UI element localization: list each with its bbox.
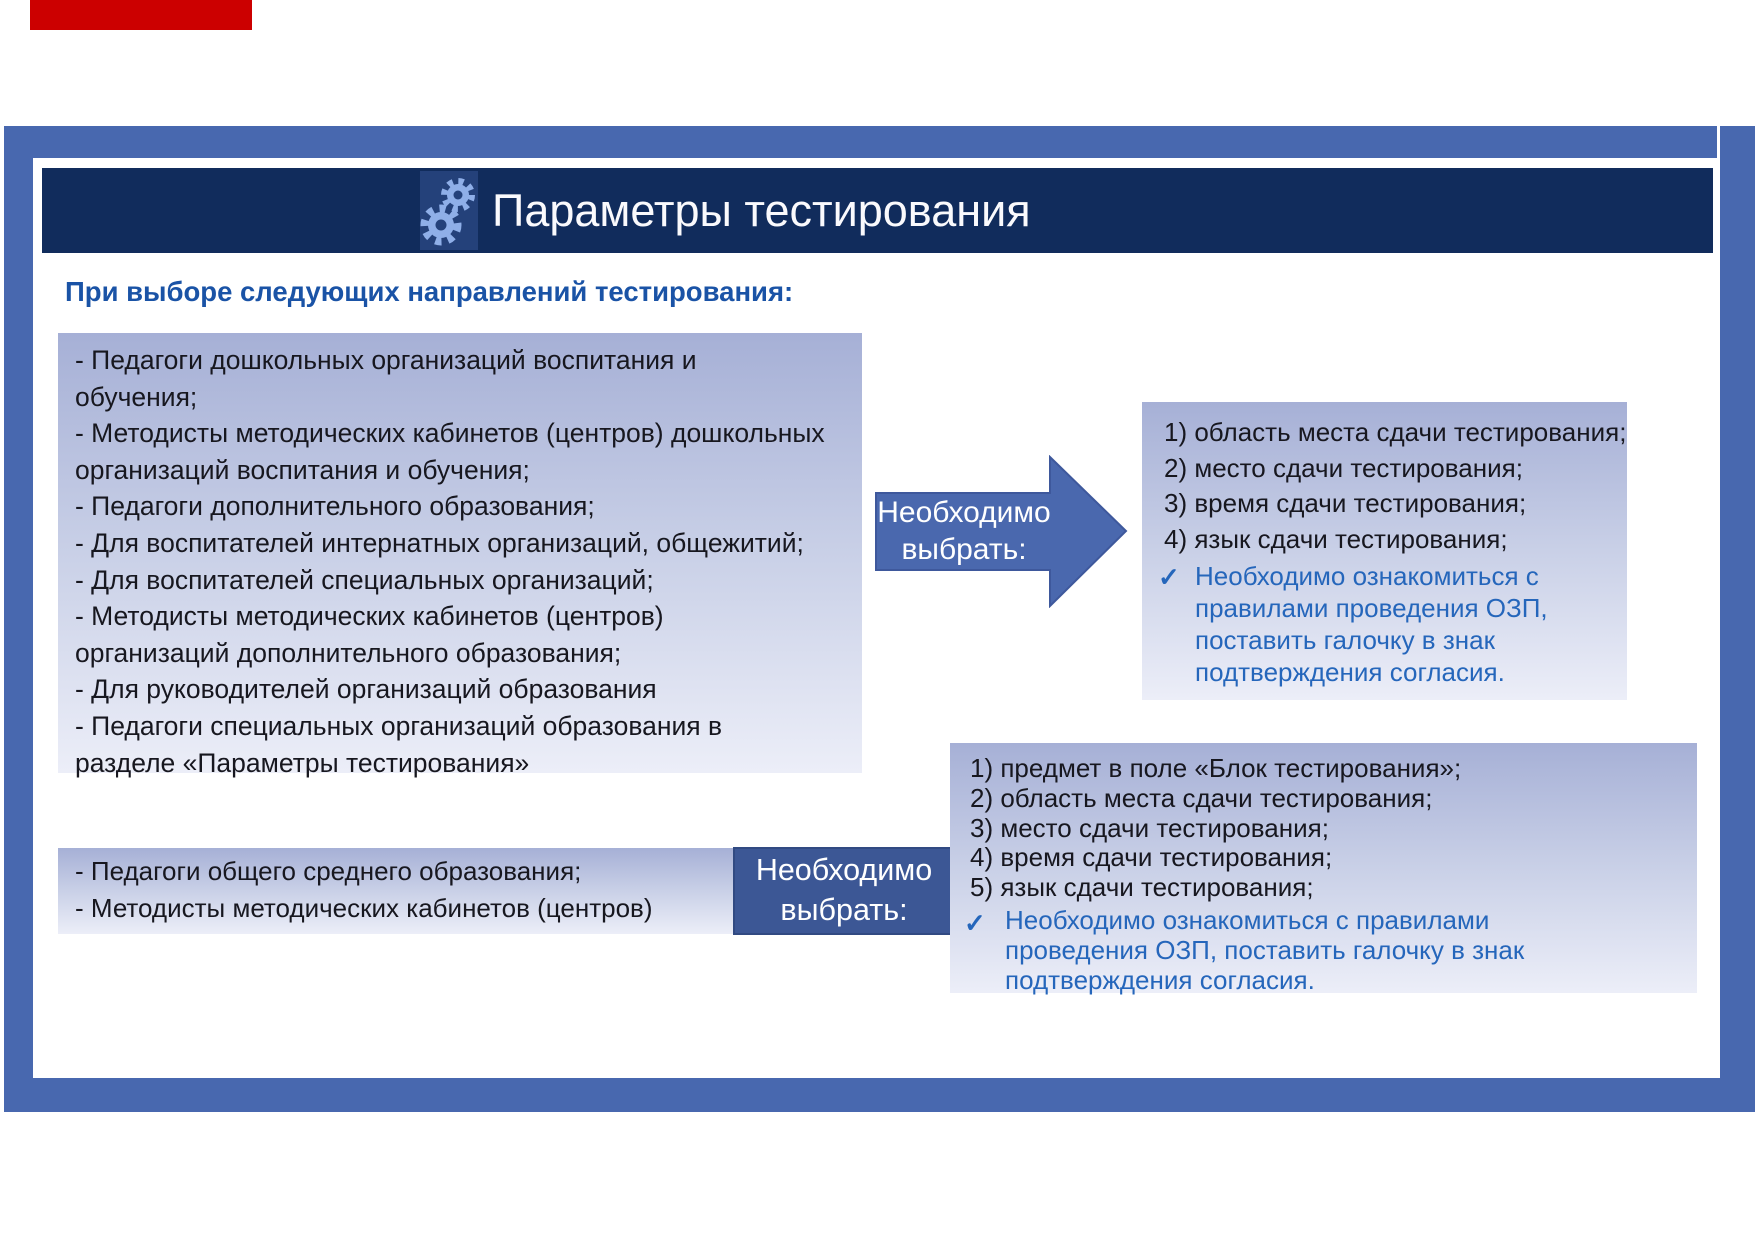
check-note-text: Необходимо ознакомиться с правилами проведения ОЗП, поставить галочку в знак подтверждения согласия. (1005, 904, 1525, 995)
list-item: 1) предмет в поле «Блок тестирования»; (970, 753, 1462, 783)
list-item: 5) язык сдачи тестирования; (970, 872, 1314, 903)
direction-line: - Педагоги дополнительного образования; (75, 491, 595, 522)
slide-title: Параметры тестирования (492, 185, 1031, 236)
check-note (1142, 560, 1627, 688)
direction-line: разделе «Параметры тестирования» (75, 747, 530, 778)
direction-line: организаций воспитания и обучения; (75, 454, 530, 485)
list-item: 4) язык сдачи тестирования; (1164, 523, 1508, 554)
gears-icon (420, 171, 478, 250)
direction-line: - Педагоги общего среднего образования; (75, 856, 582, 886)
frame-top-band (4, 126, 1717, 158)
check-note-text: Необходимо ознакомиться с правилами проведения ОЗП, поставить галочку в знак подтверждения согласия. (1195, 561, 1548, 687)
direction-line: - Для руководителей организаций образования (75, 674, 657, 705)
list-item: 2) область места сдачи тестирования; (970, 782, 1433, 813)
check-icon: ✓ (964, 907, 986, 938)
direction-line: - Педагоги дошкольных организаций воспитания и (75, 345, 697, 375)
small-gear (445, 182, 471, 208)
direction-line: - Методисты методических кабинетов (центров) (75, 601, 664, 632)
direction-line: обучения; (75, 381, 198, 412)
direction-line: - Для воспитателей интернатных организаций, общежитий; (75, 527, 804, 558)
direction-line: организаций дополнительного образования; (75, 637, 622, 668)
frame-right-band (1720, 126, 1755, 1112)
requirements-box-1 (1142, 402, 1627, 700)
list-item: 2) место сдачи тестирования; (1164, 452, 1523, 483)
direction-line: - Педагоги специальных организаций образования в (75, 710, 723, 741)
directions-box (58, 333, 862, 778)
frame-left-band (4, 126, 33, 1112)
requirements-box-2 (950, 743, 1697, 993)
direction-line: - Для воспитателей специальных организаций; (75, 564, 654, 595)
direction-line: - Методисты методических кабинетов (центров) (75, 893, 653, 923)
arrow-2-label: Необходимо выбрать: (755, 853, 933, 927)
check-note (950, 906, 1697, 995)
direction-line: - Методисты методических кабинетов (центров) дошкольных (75, 418, 825, 449)
list-item: 3) время сдачи тестирования; (1164, 488, 1527, 518)
red-accent-bar (30, 0, 252, 30)
list-item: 3) место сдачи тестирования; (970, 812, 1329, 843)
list-item: 4) время сдачи тестирования; (970, 842, 1333, 873)
frame-bottom-band (4, 1078, 1755, 1112)
check-icon: ✓ (1158, 562, 1180, 592)
intro-heading: При выборе следующих направлений тестирования: (65, 276, 794, 307)
arrow-1-label: Необходимо выбрать: (877, 496, 1051, 566)
big-gear (425, 209, 457, 241)
directions-box-2 (58, 848, 733, 934)
list-item: 1) область места сдачи тестирования; (1164, 417, 1627, 447)
